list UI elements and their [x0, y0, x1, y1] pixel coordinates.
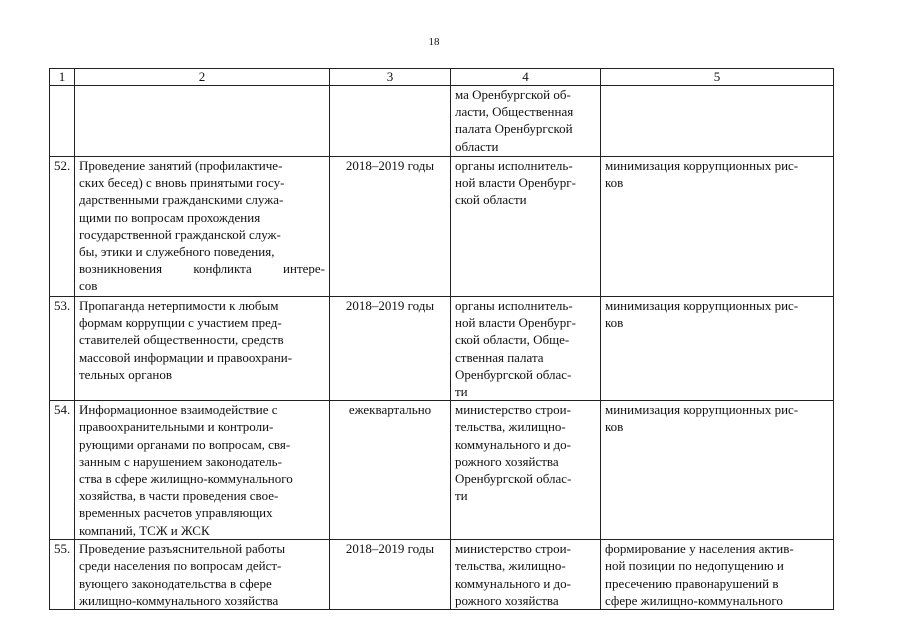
executor-line: ской области, Обще- [455, 332, 570, 348]
executor-line: органы исполнитель- [455, 158, 573, 173]
activity-line: бы, этики и служебного поведения, [79, 244, 275, 260]
justified-word: возникновения [79, 261, 163, 277]
activity-line: ства в сфере жилищно-коммунального [79, 471, 293, 487]
executor-line: рожного хозяйства [455, 592, 559, 608]
activity-line [79, 260, 325, 277]
page-number: 18 [428, 36, 440, 48]
result-cell [601, 540, 834, 610]
executor-cell [451, 157, 601, 297]
result-line: сфере жилищно-коммунального [605, 592, 783, 608]
activity-line: ставителей общественности, средств [79, 332, 284, 348]
executor-line: тельства, жилищно- [455, 558, 566, 574]
executor-line: области [455, 138, 499, 154]
activity-line: Пропаганда нетерпимости к любым [79, 298, 279, 313]
executor-line: Оренбургской облас- [455, 366, 572, 382]
row-number: 53. [50, 297, 75, 401]
executor-line: палата Оренбургской [455, 121, 573, 137]
activity-line: тельных органов [79, 366, 173, 382]
executor-line: ственная палата [455, 349, 544, 365]
executor-cell [451, 401, 601, 540]
result-line: пресечению правонарушений в [605, 575, 779, 591]
executor-line: ской области [455, 192, 527, 208]
column-number-5: 5 [601, 69, 834, 86]
activity-line: Проведение занятий (профилактиче- [79, 158, 283, 173]
executor-line: ти [455, 384, 468, 400]
row-number: 52. [50, 157, 75, 297]
term-cell: 2018–2019 годы [330, 157, 451, 297]
result-line: ков [605, 315, 624, 331]
column-number-row [50, 69, 834, 86]
activity-line: вующего законодательства в сфере [79, 575, 272, 591]
result-line: формирование у населения актив- [605, 541, 794, 557]
justified-word: конфликта [193, 261, 252, 277]
number-cell [50, 86, 75, 157]
continuation-row [50, 86, 834, 157]
result-line: ков [605, 175, 624, 191]
result-cell [601, 157, 834, 297]
activity-cell [75, 157, 330, 297]
result-line: минимизация коррупционных рис- [605, 298, 799, 313]
column-number-3: 3 [330, 69, 451, 86]
activity-line: занным с нарушением законодатель- [79, 453, 282, 469]
table-row-52 [50, 157, 834, 297]
column-number-1: 1 [50, 69, 75, 86]
executor-cell [451, 86, 601, 157]
action-plan-table [49, 68, 834, 610]
executor-line: ма Оренбургской об- [455, 87, 571, 102]
activity-line: сов [79, 278, 98, 294]
table-row-53 [50, 297, 834, 401]
executor-line: Оренбургской облас- [455, 471, 572, 487]
activity-line: временных расчетов управляющих [79, 505, 273, 521]
activity-cell [75, 86, 330, 157]
activity-line: ских бесед) с вновь принятыми госу- [79, 175, 285, 191]
result-line: минимизация коррупционных рис- [605, 402, 799, 418]
activity-line: щими по вопросам прохождения [79, 209, 261, 225]
activity-cell [75, 297, 330, 401]
table-row-54 [50, 401, 834, 540]
justified-word: интере- [283, 261, 325, 277]
table-row-55 [50, 540, 834, 610]
result-cell [601, 297, 834, 401]
activity-line: жилищно-коммунального хозяйства [79, 592, 279, 608]
column-number-4: 4 [451, 69, 601, 86]
executor-line: органы исполнитель- [455, 298, 573, 313]
executor-line: ной власти Оренбург- [455, 175, 576, 191]
executor-line: рожного хозяйства [455, 453, 559, 469]
executor-line: ласти, Общественная [455, 104, 574, 120]
activity-line: Проведение разъяснительной работы [79, 541, 286, 557]
term-cell [330, 86, 451, 157]
activity-line: рующими органами по вопросам, свя- [79, 436, 291, 452]
executor-line: ти [455, 488, 468, 504]
activity-cell [75, 540, 330, 610]
activity-line: государственной гражданской служ- [79, 226, 281, 242]
executor-line: министерство строи- [455, 541, 571, 557]
result-line: минимизация коррупционных рис- [605, 158, 799, 173]
executor-cell [451, 540, 601, 610]
executor-cell [451, 297, 601, 401]
term-cell: ежеквартально [330, 401, 451, 540]
executor-line: министерство строи- [455, 402, 571, 418]
result-line: ков [605, 419, 624, 435]
result-cell [601, 86, 834, 157]
activity-line: Информационное взаимодействие с [79, 402, 278, 418]
term-cell: 2018–2019 годы [330, 540, 451, 610]
row-number: 55. [50, 540, 75, 610]
term-cell: 2018–2019 годы [330, 297, 451, 401]
activity-line: дарственными гражданскими служа- [79, 192, 284, 208]
activity-cell [75, 401, 330, 540]
result-line: ной позиции по недопущению и [605, 558, 784, 574]
executor-line: ной власти Оренбург- [455, 315, 576, 331]
column-number-2: 2 [75, 69, 330, 86]
executor-line: коммунального и до- [455, 436, 571, 452]
activity-line: компаний, ТСЖ и ЖСК [79, 522, 210, 538]
activity-line: массовой информации и правоохрани- [79, 349, 293, 365]
activity-line: формам коррупции с участием пред- [79, 315, 282, 331]
activity-line: среди населения по вопросам дейст- [79, 558, 282, 574]
result-cell [601, 401, 834, 540]
row-number: 54. [50, 401, 75, 540]
executor-line: тельства, жилищно- [455, 419, 566, 435]
activity-line: правоохранительными и контроли- [79, 419, 274, 435]
executor-line: коммунального и до- [455, 575, 571, 591]
activity-line: хозяйства, в части проведения свое- [79, 488, 279, 504]
